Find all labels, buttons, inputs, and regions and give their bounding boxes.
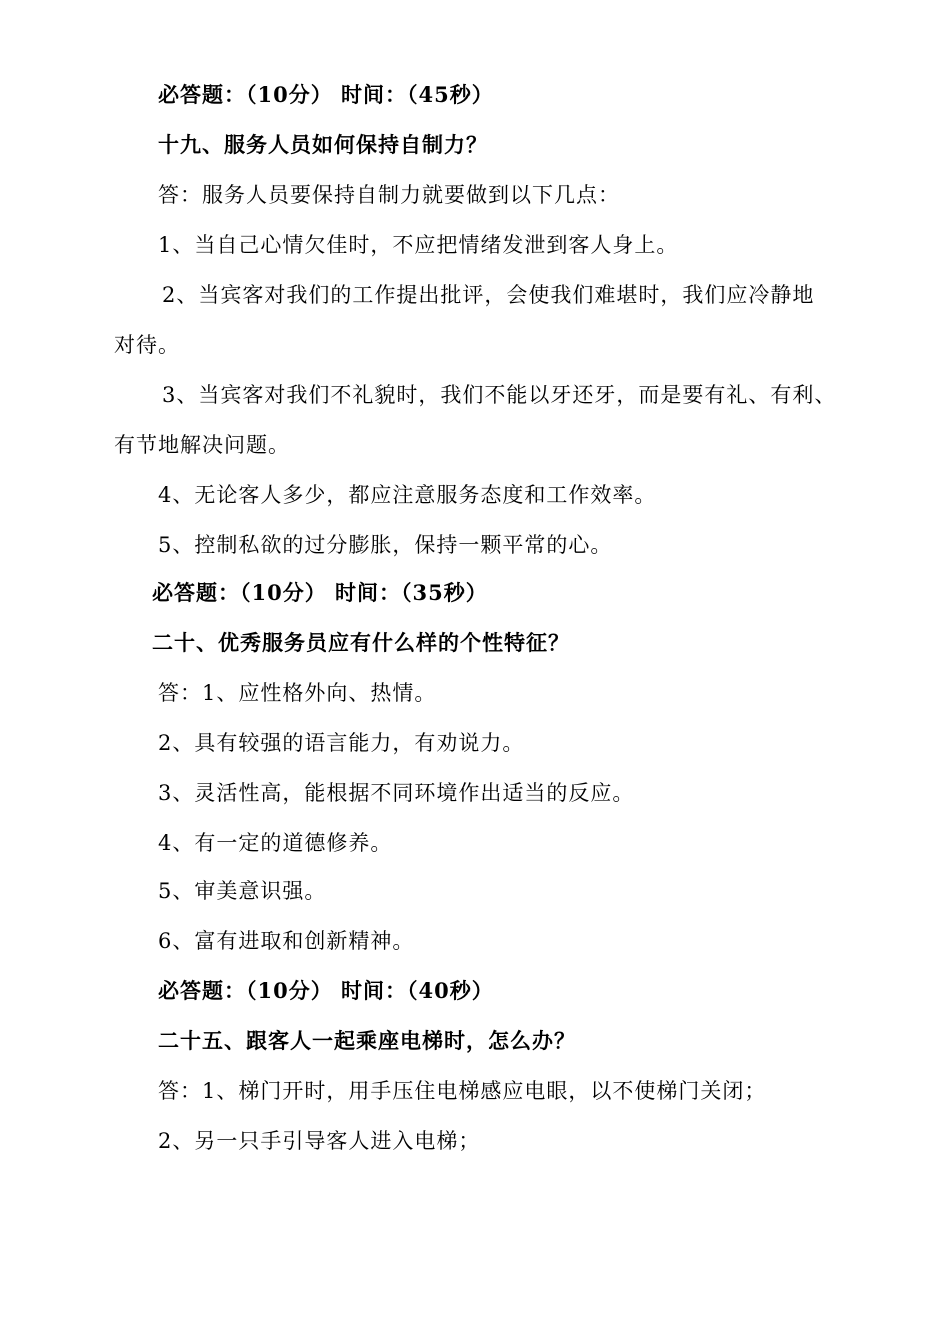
question-title: 十九、服务人员如何保持自制力？ <box>158 132 488 157</box>
question-meta: 必答题：（10分） 时间：（40秒） <box>158 978 494 1003</box>
answer-line: 有节地解决问题。 <box>114 433 290 457</box>
question-meta: 必答题：（10分） 时间：（45秒） <box>158 82 494 107</box>
answer-line: 1、当自己心情欠佳时，不应把情绪发泄到客人身上。 <box>158 233 679 257</box>
answer-line: 5、控制私欲的过分膨胀，保持一颗平常的心。 <box>158 533 613 557</box>
question-title: 二十五、跟客人一起乘座电梯时，怎么办？ <box>158 1028 576 1053</box>
question-meta: 必答题：（10分） 时间：（35秒） <box>152 580 488 605</box>
question-title: 二十、优秀服务员应有什么样的个性特征？ <box>152 630 570 655</box>
answer-line: 2、当宾客对我们的工作提出批评，会使我们难堪时，我们应冷静地 <box>162 283 815 307</box>
answer-line: 6、富有进取和创新精神。 <box>158 929 415 953</box>
answer-line: 4、有一定的道德修养。 <box>158 831 393 855</box>
answer-line: 5、审美意识强。 <box>158 879 327 903</box>
answer-line: 4、无论客人多少，都应注意服务态度和工作效率。 <box>158 483 657 507</box>
answer-line: 2、另一只手引导客人进入电梯； <box>158 1129 481 1153</box>
answer-line: 对待。 <box>114 333 180 357</box>
answer-line: 3、灵活性高，能根据不同环境作出适当的反应。 <box>158 781 635 805</box>
answer-line: 2、具有较强的语言能力，有劝说力。 <box>158 731 525 755</box>
answer-line: 答：服务人员要保持自制力就要做到以下几点： <box>158 183 620 207</box>
answer-line: 3、当宾客对我们不礼貌时，我们不能以牙还牙，而是要有礼、有利、 <box>162 383 837 407</box>
answer-line: 答：1、应性格外向、热情。 <box>158 681 437 705</box>
answer-line: 答：1、梯门开时，用手压住电梯感应电眼，以不使梯门关闭； <box>158 1079 767 1103</box>
